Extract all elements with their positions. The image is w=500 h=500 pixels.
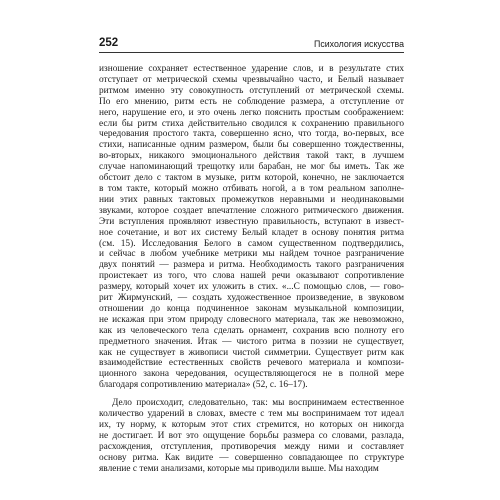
text-line: их, ту норму, к которым этот стих стремится, но которых он никогда (99, 420, 404, 430)
text-line: размеру, который хочет их уложить в стих. «...С помощью слов, — гово- (99, 282, 404, 293)
text-line: проистекает из того, что слова нашей речи оказывают сопротивление (99, 271, 404, 282)
paragraph (99, 398, 404, 474)
text-line: стихи, написанные одним размером, были бы совершенно тождественны, (99, 140, 404, 151)
text-line: ное сочетание, и вот их систему Белый кладет в основу понятия ритма (99, 227, 404, 238)
text-line: рит Жирмунский, — создать художественное произведение, в звуковом (99, 293, 404, 304)
text-line: По его мнению, ритм есть не соблюдение размера, а отступление от (99, 96, 404, 107)
text-line: чередования простого такта, совершенно ясно, что тогда, во-первых, все (99, 129, 404, 140)
text-line: отступает от метрической схемы чрезвычайно часто, и Белый называет (99, 74, 404, 85)
text-line: взаимодействие естественных свойств речевого материала и компози- (99, 358, 404, 369)
text-line: во-вторых, никакого эмоционального действия такой такт, в лучшем (99, 151, 404, 162)
text-line: расхождения, отступления, противоречия между ними и составляет (99, 441, 404, 452)
paragraph-gap (99, 391, 404, 398)
page-number: 252 (99, 37, 119, 49)
text-line: и сейчас в любом учебнике метрики мы найдем точное разграничение (99, 249, 404, 260)
text-line: Эти вступления проявляют известную правильность, вступают в извест- (99, 216, 404, 227)
text-line: двух понятий — размера и ритма. Необходимость такого разграничения (99, 260, 404, 271)
text-line: него, нарушение его, и это очень легко пояснить простым соображением: (99, 107, 404, 118)
text-line: ционного закона чередования, осуществляющегося не в полной мере (99, 369, 404, 380)
text-line: как не существует в живописи чистой симметрии. Существует ритм как (99, 347, 404, 358)
page-header (99, 37, 404, 50)
header-rule (99, 52, 404, 53)
text-line: количество ударений в словах, вместе с тем мы воспринимаем тот идеал (99, 409, 404, 420)
text-line: отношении до конца подчиненное законам музыкальной композиции, (99, 303, 404, 314)
text-line: в том такте, который можно отбивать ногой, а в том реальном заполне- (99, 183, 404, 194)
text-line: не достигает. И вот это ощущение борьбы размера со словами, разлада, (99, 430, 404, 441)
text-line: если бы ритм стиха действительно сводился к сохранению правильного (99, 118, 404, 129)
text-line: случае напоминающий трещотку или барабан, не мог бы иметь. Так же (99, 162, 404, 173)
running-title: Психология искусства (314, 39, 404, 49)
text-line: явление с теми анализами, которые мы приводили выше. Мы находим (99, 463, 379, 474)
text-line: не искажая при этом природу словесного материала, так же невозможно, (99, 314, 404, 325)
text-line: изношение сохраняет естественное ударение слов, и в результате стих (99, 64, 404, 74)
text-line: звуками, которое создает впечатление сложного ритмического движения. (99, 205, 404, 216)
paragraph (99, 64, 404, 391)
text-line: благодаря сопротивлению материала» (52, с. 16–17). (99, 380, 308, 391)
text-line: обстоит дело с тактом в музыке, ритм которой, конечно, не заключается (99, 173, 404, 184)
text-line: предметного значения. Итак — чистого ритма в поэзии не существует, (99, 336, 404, 347)
text-line: (см. 15). Исследования Белого в самом существенном подтвердились, (99, 238, 404, 249)
text-line: нии этих равных тактовых промежутков неравными и неодинаковыми (99, 194, 404, 205)
text-line: Дело происходит, следовательно, так: мы воспринимаем естественное (112, 398, 404, 409)
text-line: как из человеческого тела сделать орнамент, сохранив всю полноту его (99, 325, 404, 336)
text-line: ритмом именно эту совокупность отступлений от метрической схемы. (99, 85, 404, 96)
body-text (99, 64, 404, 475)
text-line: основу ритма. Как видите — совершенно совпадающее по структуре (99, 452, 404, 463)
